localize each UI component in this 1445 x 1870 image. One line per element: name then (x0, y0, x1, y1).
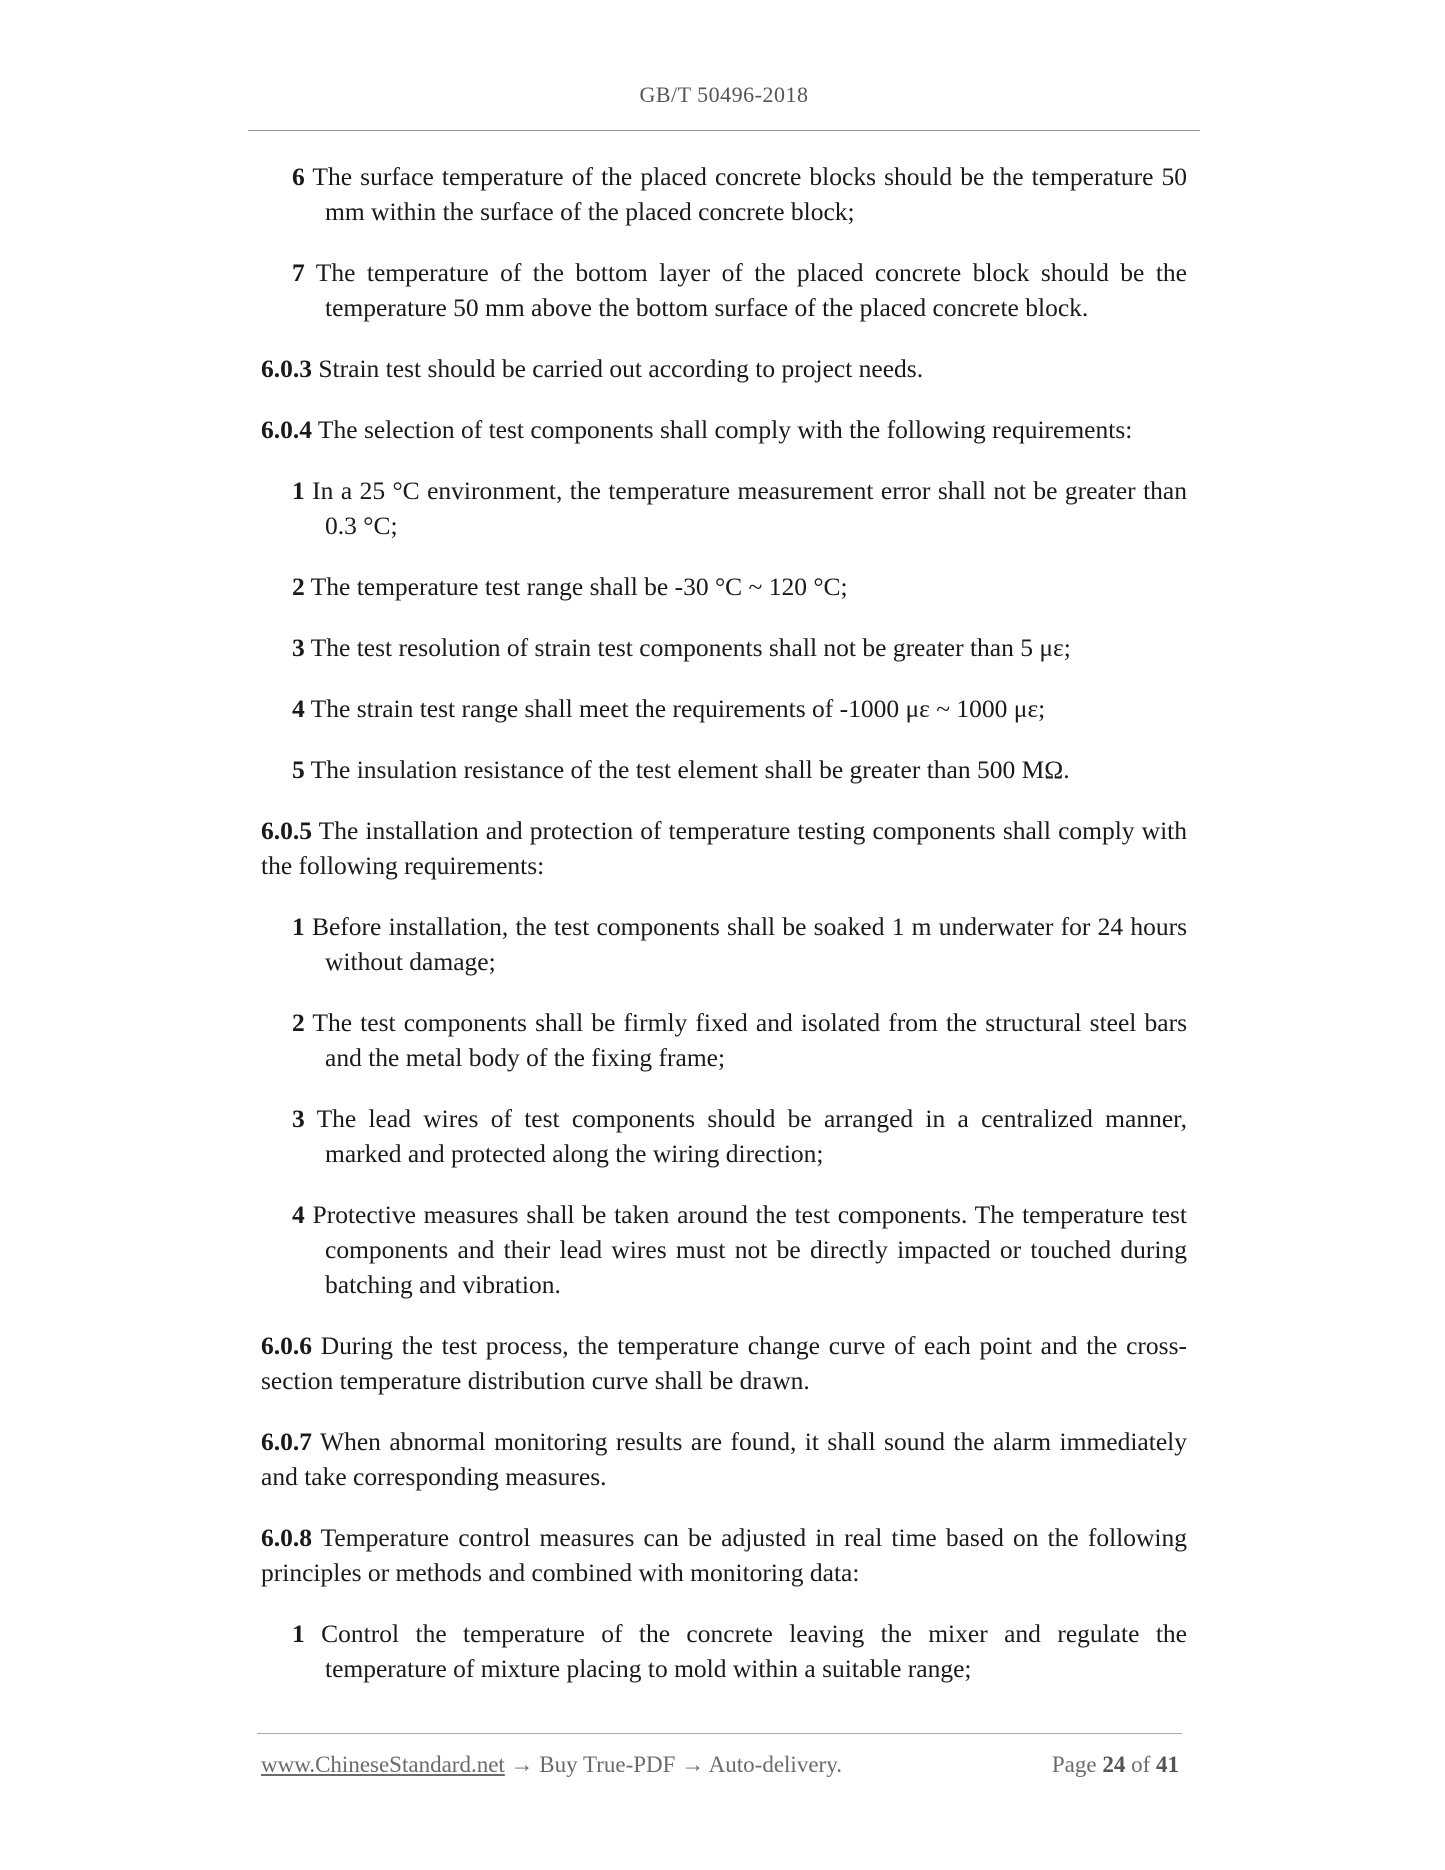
item-text: The surface temperature of the placed concrete blocks should be the temperature 50 mm within the surface of the placed concrete block; (312, 162, 1187, 226)
item-text: Protective measures shall be taken around the test components. The temperature test components and their lead wires must not be directly impacted or touched during batching and vibration. (312, 1200, 1188, 1299)
clause-paragraph (261, 1424, 1187, 1494)
item-number: 1 (292, 476, 305, 505)
total-pages-number: 41 (1156, 1752, 1179, 1777)
clause-paragraph (261, 813, 1187, 883)
item-number: 6 (292, 162, 305, 191)
of-label: of (1131, 1752, 1151, 1777)
list-item (261, 473, 1187, 543)
clause-number: 6.0.4 (261, 415, 312, 444)
item-text: The strain test range shall meet the requirements of -1000 με ~ 1000 με; (310, 694, 1046, 723)
clause-number: 6.0.5 (261, 816, 312, 845)
clause-text: During the test process, the temperature change curve of each point and the cross-section temperature distribution curve shall be drawn. (261, 1331, 1188, 1395)
clause-paragraph (261, 412, 1187, 447)
item-number: 2 (292, 572, 305, 601)
buy-pdf-text: Buy True-PDF (539, 1752, 676, 1777)
item-number: 4 (292, 1200, 305, 1229)
clause-text: The installation and protection of temperature testing components shall comply with the following requirements: (261, 816, 1187, 880)
arrow-right-icon: → (510, 1752, 534, 1777)
delivery-text: Auto-delivery. (708, 1752, 842, 1777)
page-header: GB/T 50496-2018 (639, 82, 809, 107)
footer-promo (261, 1752, 842, 1778)
list-item (261, 1005, 1187, 1075)
list-item (261, 1197, 1187, 1302)
clause-text: When abnormal monitoring results are found, it shall sound the alarm immediately and take corresponding measures. (261, 1427, 1187, 1491)
item-text: The temperature of the bottom layer of the placed concrete block should be the temperature 50 mm above the bottom surface of the placed concrete block. (315, 258, 1187, 322)
clause-number: 6.0.3 (261, 354, 312, 383)
item-number: 3 (292, 633, 305, 662)
item-number: 7 (292, 258, 305, 287)
list-item (261, 569, 1187, 604)
clause-paragraph (261, 351, 1187, 386)
item-number: 1 (292, 1619, 305, 1648)
item-text: The temperature test range shall be -30 °C ~ 120 °C; (310, 572, 848, 601)
item-number: 3 (292, 1104, 305, 1133)
item-text: Control the temperature of the concrete leaving the mixer and regulate the temperature of mixture placing to mold within a suitable range; (321, 1619, 1188, 1683)
list-item (261, 159, 1187, 229)
clause-number: 6.0.6 (261, 1331, 312, 1360)
current-page-number: 24 (1102, 1752, 1126, 1777)
clause-text: The selection of test components shall comply with the following requirements: (317, 415, 1133, 444)
page-label: Page (1051, 1752, 1097, 1777)
list-item (261, 1101, 1187, 1171)
clause-text: Temperature control measures can be adjusted in real time based on the following principles or methods and combined with monitoring data: (261, 1523, 1187, 1587)
list-item (261, 752, 1187, 787)
item-text: The lead wires of test components should be arranged in a centralized manner, marked and protected along the wiring direction; (316, 1104, 1187, 1168)
clause-number: 6.0.7 (261, 1427, 312, 1456)
list-item (261, 1616, 1187, 1686)
list-item (261, 630, 1187, 665)
page-indicator (1052, 1752, 1179, 1778)
item-text: The insulation resistance of the test element shall be greater than 500 MΩ. (310, 755, 1070, 784)
clause-number: 6.0.8 (261, 1523, 312, 1552)
item-text: The test components shall be firmly fixed and isolated from the structural steel bars and the metal body of the fixing frame; (312, 1008, 1187, 1072)
list-item (261, 691, 1187, 726)
clause-paragraph (261, 1328, 1187, 1398)
list-item (261, 255, 1187, 325)
arrow-right-icon: → (681, 1752, 705, 1777)
item-number: 5 (292, 755, 305, 784)
item-text: The test resolution of strain test components shall not be greater than 5 με; (310, 633, 1071, 662)
list-item (261, 909, 1187, 979)
site-link[interactable]: www.ChineseStandard.net (261, 1752, 505, 1777)
item-number: 2 (292, 1008, 305, 1037)
item-number: 4 (292, 694, 305, 723)
header-divider (248, 130, 1200, 131)
item-number: 1 (292, 912, 305, 941)
item-text: Before installation, the test components shall be soaked 1 m underwater for 24 hours without damage; (311, 912, 1188, 976)
item-text: In a 25 °C environment, the temperature measurement error shall not be greater than 0.3 °C; (312, 476, 1187, 540)
clause-text: Strain test should be carried out according to project needs. (318, 354, 924, 383)
document-body (261, 159, 1187, 1712)
clause-paragraph (261, 1520, 1187, 1590)
footer-divider (257, 1733, 1182, 1734)
